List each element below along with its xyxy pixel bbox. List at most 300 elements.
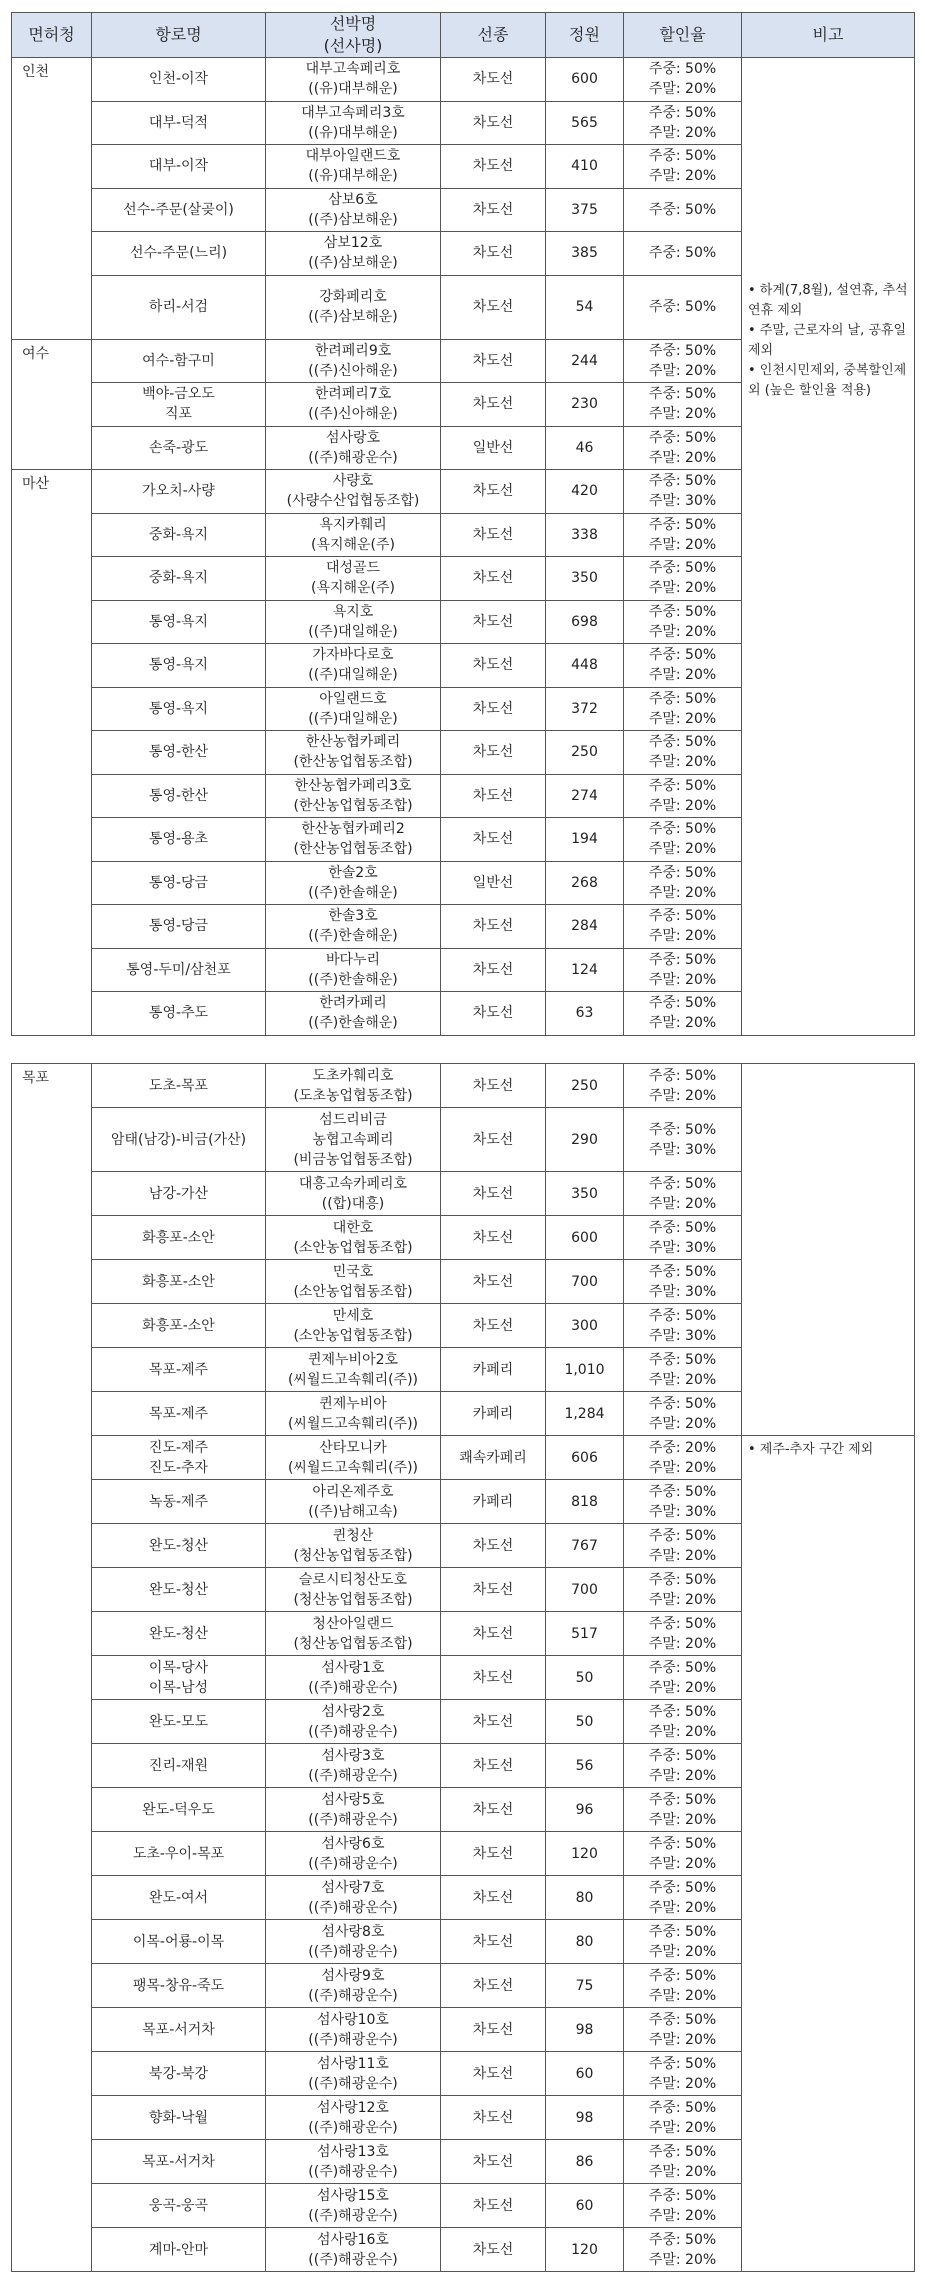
capacity-cell-line: 230 <box>571 396 598 413</box>
ship-type-cell <box>441 818 546 862</box>
discount-rate-cell <box>624 1304 742 1348</box>
discount-rate-cell-line: 주중: 50% <box>648 148 717 165</box>
capacity-cell <box>546 687 624 731</box>
route-cell <box>92 1260 266 1304</box>
route-cell-line: 목포-제주 <box>148 1361 209 1378</box>
ship-cell <box>266 2052 441 2096</box>
discount-rate-cell-line: 주말: 20% <box>648 1987 717 2004</box>
route-cell <box>92 1876 266 1920</box>
ship-cell <box>266 1436 441 1480</box>
ship-cell <box>266 644 441 688</box>
discount-rate-cell-line: 주말: 30% <box>648 1503 717 1520</box>
discount-rate-cell <box>624 1612 742 1656</box>
discount-rate-cell-line: 주중: 50% <box>648 201 717 218</box>
ship-cell <box>266 1964 441 2008</box>
capacity-cell <box>546 339 624 383</box>
discount-rate-cell-line: 주말: 20% <box>648 1459 717 1476</box>
route-cell <box>92 58 266 102</box>
note-line: • 인천시민제외, 중복할인제외 (높은 할인율 적용) <box>748 363 907 399</box>
discount-rate-cell-line: 주말: 20% <box>648 536 717 553</box>
capacity-cell <box>546 905 624 949</box>
ship-cell <box>266 731 441 775</box>
ship-cell <box>266 2184 441 2228</box>
capacity-cell <box>546 948 624 992</box>
route-cell-line: 완도-청산 <box>148 1581 209 1598</box>
discount-rate-cell-line: 주중: 50% <box>648 2143 717 2160</box>
discount-rate-cell-line: 주중: 50% <box>648 429 717 446</box>
ship-cell-line: 한산농협카페리2 <box>301 821 405 838</box>
discount-rate-cell-line: 주중: 50% <box>648 1923 717 1940</box>
ship-cell-line: ((주)한솔해운) <box>308 1015 398 1032</box>
office-cell: 여수 <box>12 339 92 470</box>
ship-cell <box>266 383 441 427</box>
discount-rate-cell-line: 주말: 20% <box>648 2251 717 2268</box>
route-cell-line: 팽목-창유-죽도 <box>132 1977 225 1994</box>
discount-rate-cell-line: 주중: 50% <box>648 1571 717 1588</box>
ship-cell-line: 삼보12호 <box>323 235 383 252</box>
discount-rate-cell <box>624 1656 742 1700</box>
discount-rate-cell-line: 주말: 20% <box>648 2207 717 2224</box>
ship-type-cell-line: 차도선 <box>472 1669 514 1686</box>
discount-rate-cell <box>624 1108 742 1172</box>
capacity-cell <box>546 1392 624 1436</box>
capacity-cell-line: 375 <box>571 201 598 218</box>
ship-type-cell-line: 차도선 <box>472 352 514 369</box>
discount-rate-cell-line: 주말: 20% <box>648 971 717 988</box>
discount-rate-cell-line: 주중: 50% <box>648 1879 717 1896</box>
ship-type-cell <box>441 101 546 145</box>
capacity-cell <box>546 1436 624 1480</box>
discount-rate-cell-line: 주말: 20% <box>648 1723 717 1740</box>
ship-cell-line: 대성골드 <box>325 560 381 577</box>
ship-type-cell-line: 쾌속카페리 <box>459 1449 527 1466</box>
capacity-cell-line: 700 <box>571 1273 598 1290</box>
discount-rate-cell-line: 주중: 50% <box>648 245 717 262</box>
ship-cell-line: 퀸제누비아2호 <box>307 1351 399 1368</box>
ship-cell <box>266 992 441 1036</box>
capacity-cell <box>546 1304 624 1348</box>
discount-rate-cell-line: 주말: 20% <box>648 362 717 379</box>
capacity-cell <box>546 992 624 1036</box>
ship-cell <box>266 1480 441 1524</box>
discount-rate-cell-line: 주중: 50% <box>648 1615 717 1632</box>
ship-cell-line: (청산농업협동조합) <box>293 1635 413 1652</box>
capacity-cell-line: 268 <box>571 874 598 891</box>
ship-cell-line: 만세호 <box>332 1307 374 1324</box>
route-cell <box>92 818 266 862</box>
discount-rate-cell-line: 주중: 50% <box>648 2011 717 2028</box>
discount-rate-cell <box>624 1172 742 1216</box>
discount-rate-cell-line: 주중: 50% <box>648 821 717 838</box>
discount-rate-cell <box>624 470 742 514</box>
discount-rate-cell <box>624 818 742 862</box>
capacity-cell <box>546 188 624 232</box>
route-cell <box>92 145 266 189</box>
ship-cell-line: 섬사랑16호 <box>317 2231 389 2248</box>
ship-cell-line: ((주)해광운수) <box>308 2075 398 2092</box>
discount-rate-cell-line: 주말: 30% <box>648 493 717 510</box>
note-cell <box>742 1436 915 2272</box>
discount-rate-cell <box>624 1348 742 1392</box>
ship-type-cell-line: 차도선 <box>472 158 514 175</box>
route-cell-line: 이목-어룡-이목 <box>132 1933 225 1950</box>
discount-rate-cell-line: 주말: 30% <box>648 1327 717 1344</box>
route-cell-line: 목포-제주 <box>148 1405 209 1422</box>
capacity-cell <box>546 2008 624 2052</box>
discount-rate-cell-line: 주중: 50% <box>648 1263 717 1280</box>
ship-cell-line: 퀸청산 <box>332 1527 374 1544</box>
ship-cell-line: (비금농업협동조합) <box>293 1151 413 1168</box>
ship-cell-line: ((주)한솔해운) <box>308 884 398 901</box>
ship-cell-line: 섬사랑13호 <box>317 2143 389 2160</box>
discount-rate-cell-line: 주말: 20% <box>648 1195 717 1212</box>
ship-type-cell <box>441 861 546 905</box>
ship-type-cell <box>441 2184 546 2228</box>
capacity-cell-line: 120 <box>571 1845 598 1862</box>
route-cell-line: 이목-남성 <box>148 1679 209 1696</box>
discount-rate-cell <box>624 383 742 427</box>
ship-type-cell-line: 차도선 <box>472 744 514 761</box>
route-cell-line: 화흥포-소안 <box>142 1229 215 1246</box>
ship-cell <box>266 58 441 102</box>
ship-cell-line: 가자바다로호 <box>312 647 394 664</box>
discount-rate-cell-line: 주말: 20% <box>648 884 717 901</box>
ship-cell <box>266 1788 441 1832</box>
route-cell-line: 완도-청산 <box>148 1625 209 1642</box>
note-line: • 하계(7,8월), 설연휴, 추석연휴 제외 <box>748 283 908 319</box>
capacity-cell-line: 60 <box>575 2197 594 2214</box>
capacity-cell-line: 120 <box>571 2241 598 2258</box>
ship-type-cell <box>441 2008 546 2052</box>
ship-type-cell-line: 차도선 <box>472 570 514 587</box>
capacity-cell-line: 274 <box>571 787 598 804</box>
ship-type-cell <box>441 1304 546 1348</box>
ship-cell-line: (소안농업협동조합) <box>293 1283 413 1300</box>
ship-cell-line: 퀸제누비아 <box>319 1395 387 1412</box>
capacity-cell-line: 46 <box>575 439 594 456</box>
capacity-cell-line: 54 <box>575 299 594 315</box>
ship-cell <box>266 2096 441 2140</box>
ship-type-cell <box>441 1568 546 1612</box>
table-row <box>12 1064 915 1108</box>
ship-cell <box>266 1656 441 1700</box>
capacity-cell-line: 420 <box>571 483 598 500</box>
discount-rate-cell-line: 주말: 20% <box>648 81 717 98</box>
ship-type-cell-line: 차도선 <box>472 2241 514 2258</box>
table-row <box>12 1436 915 1480</box>
ship-cell-line: ((주)해광운수) <box>308 1855 398 1872</box>
ship-type-cell <box>441 774 546 818</box>
ship-type-cell-line: 차도선 <box>472 1933 514 1950</box>
capacity-cell <box>546 1480 624 1524</box>
discount-rate-cell <box>624 905 742 949</box>
header-capacity: 정원 <box>546 13 624 58</box>
discount-rate-cell-line: 주말: 20% <box>648 797 717 814</box>
ship-cell-line: 한산농협카페리3호 <box>294 777 412 794</box>
capacity-cell-line: 1,284 <box>564 1405 605 1422</box>
route-cell-line: 웅곡-웅곡 <box>148 2197 209 2214</box>
route-cell <box>92 1832 266 1876</box>
ship-cell-line: 청산아일랜드 <box>312 1615 394 1632</box>
ship-cell-line: 바다누리 <box>325 951 381 968</box>
ship-cell-line: (씨월드고속훼리(주)) <box>287 1415 419 1432</box>
capacity-cell-line: 565 <box>571 114 598 131</box>
capacity-cell <box>546 1876 624 1920</box>
discount-rate-cell-line: 주말: 20% <box>648 2119 717 2136</box>
capacity-cell <box>546 2228 624 2272</box>
route-cell <box>92 1480 266 1524</box>
discount-rate-cell-line: 주중: 50% <box>648 995 717 1012</box>
ship-type-cell-line: 차도선 <box>472 2021 514 2038</box>
discount-rate-cell <box>624 2184 742 2228</box>
discount-rate-cell-line: 주중: 50% <box>648 734 717 751</box>
ship-type-cell <box>441 1920 546 1964</box>
ship-cell <box>266 1744 441 1788</box>
discount-rate-cell <box>624 1568 742 1612</box>
ship-cell <box>266 275 441 339</box>
ship-type-cell <box>441 1348 546 1392</box>
capacity-cell-line: 448 <box>571 657 598 674</box>
capacity-cell <box>546 1920 624 1964</box>
ship-cell-line: (청산농업협동조합) <box>293 1547 413 1564</box>
route-cell <box>92 1108 266 1172</box>
route-cell <box>92 1788 266 1832</box>
discount-rate-cell <box>624 600 742 644</box>
ship-cell-line: ((주)한솔해운) <box>308 971 398 988</box>
capacity-cell-line: 290 <box>571 1131 598 1148</box>
route-cell <box>92 1612 266 1656</box>
capacity-cell <box>546 1524 624 1568</box>
discount-rate-cell-line: 주말: 20% <box>648 168 717 185</box>
route-cell-line: 완도-청산 <box>148 1537 209 1554</box>
discount-rate-cell-line: 주말: 20% <box>648 449 717 466</box>
capacity-cell-line: 1,010 <box>564 1361 605 1378</box>
ship-type-cell-line: 차도선 <box>472 114 514 131</box>
ship-cell-line: ((주)해광운수) <box>308 2163 398 2180</box>
ship-cell-line: 섬사랑15호 <box>317 2187 389 2204</box>
route-cell-line: 통영-욕지 <box>148 700 209 717</box>
capacity-cell-line: 250 <box>571 744 598 761</box>
office-cell: 마산 <box>12 470 92 1036</box>
discount-rate-cell <box>624 339 742 383</box>
capacity-cell-line: 60 <box>575 2065 594 2082</box>
route-cell <box>92 905 266 949</box>
ship-cell-line: 한려페리9호 <box>314 342 392 359</box>
capacity-cell-line: 385 <box>571 245 598 262</box>
route-cell-line: 북강-북강 <box>148 2065 209 2082</box>
ship-cell-line: ((주)해광운수) <box>308 1723 398 1740</box>
discount-rate-cell <box>624 948 742 992</box>
ship-cell-line: 한솔2호 <box>328 864 378 881</box>
header-rate: 할인율 <box>624 13 742 58</box>
ship-type-cell-line: 차도선 <box>472 1077 514 1094</box>
ship-type-cell <box>441 145 546 189</box>
ship-type-cell <box>441 644 546 688</box>
ship-type-cell-line: 차도선 <box>472 1273 514 1290</box>
ship-type-cell-line: 차도선 <box>472 1317 514 1334</box>
capacity-cell <box>546 861 624 905</box>
capacity-cell-line: 244 <box>571 352 598 369</box>
discount-rate-cell <box>624 1524 742 1568</box>
ship-cell-line: 섬사랑5호 <box>321 1791 385 1808</box>
ship-type-cell-line: 차도선 <box>472 961 514 978</box>
ship-cell <box>266 426 441 470</box>
ship-cell-line: ((주)대일해운) <box>308 710 398 727</box>
route-cell-line: 암태(남강)-비금(가산) <box>110 1131 247 1148</box>
ship-type-cell-line: 차도선 <box>472 657 514 674</box>
route-cell <box>92 2096 266 2140</box>
discount-rate-cell-line: 주말: 20% <box>648 124 717 141</box>
route-cell <box>92 1964 266 2008</box>
discount-rate-cell-line: 주중: 50% <box>648 1307 717 1324</box>
ship-cell-line: 섬사랑11호 <box>317 2055 389 2072</box>
capacity-cell-line: 194 <box>571 831 598 848</box>
route-cell <box>92 232 266 276</box>
ship-cell-line: ((주)해광운수) <box>308 449 398 466</box>
office-cell: 목포 <box>12 1064 92 2272</box>
route-cell <box>92 383 266 427</box>
capacity-cell-line: 63 <box>575 1005 594 1022</box>
discount-rate-cell <box>624 2140 742 2184</box>
capacity-cell <box>546 557 624 601</box>
ferry-discount-table-1 <box>11 12 915 1036</box>
ship-cell-line: 한려카페리 <box>319 995 387 1012</box>
discount-rate-cell <box>624 731 742 775</box>
ship-type-cell <box>441 1700 546 1744</box>
capacity-cell-line: 98 <box>575 2109 594 2126</box>
ship-cell <box>266 1524 441 1568</box>
discount-rate-cell-line: 주중: 50% <box>648 1659 717 1676</box>
route-cell-line: 여수-함구미 <box>142 352 215 369</box>
capacity-cell <box>546 101 624 145</box>
ship-type-cell-line: 차도선 <box>472 71 514 88</box>
ship-type-cell <box>441 557 546 601</box>
ship-type-cell-line: 카페리 <box>472 1493 514 1510</box>
note-line: • 제주-추자 구간 제외 <box>748 1442 874 1457</box>
discount-rate-cell <box>624 1436 742 1480</box>
ship-cell-line: ((주)해광운수) <box>308 1899 398 1916</box>
discount-rate-cell <box>624 188 742 232</box>
ship-cell-line: 섬사랑7호 <box>321 1879 385 1896</box>
ship-cell <box>266 1920 441 1964</box>
route-cell <box>92 1524 266 1568</box>
capacity-cell-line: 350 <box>571 570 598 587</box>
ship-type-cell-line: 차도선 <box>472 1229 514 1246</box>
ship-type-cell-line: 차도선 <box>472 2109 514 2126</box>
capacity-cell <box>546 1172 624 1216</box>
discount-rate-cell <box>624 58 742 102</box>
capacity-cell <box>546 1064 624 1108</box>
route-cell-line: 화흥포-소안 <box>142 1273 215 1290</box>
discount-rate-cell-line: 주중: 50% <box>648 2187 717 2204</box>
ship-cell <box>266 1612 441 1656</box>
capacity-cell-line: 50 <box>575 1713 594 1730</box>
ship-cell-line: 사량호 <box>332 473 374 490</box>
route-cell <box>92 188 266 232</box>
route-cell <box>92 644 266 688</box>
discount-rate-cell-line: 주중: 50% <box>648 1067 717 1084</box>
ship-cell-line: ((주)대일해운) <box>308 623 398 640</box>
discount-rate-cell-line: 주말: 20% <box>648 1855 717 1872</box>
discount-rate-cell-line: 주중: 50% <box>648 951 717 968</box>
discount-rate-cell-line: 주중: 50% <box>648 1703 717 1720</box>
discount-rate-cell-line: 주중: 50% <box>648 864 717 881</box>
ship-cell <box>266 188 441 232</box>
ship-cell-line: 한려페리7호 <box>314 386 392 403</box>
route-cell <box>92 1348 266 1392</box>
ship-cell <box>266 1064 441 1108</box>
discount-rate-cell-line: 주중: 50% <box>648 1835 717 1852</box>
discount-rate-cell-line: 주중: 50% <box>648 1747 717 1764</box>
ship-type-cell <box>441 1656 546 1700</box>
note-line: • 주말, 근로자의 날, 공휴일 제외 <box>748 323 907 359</box>
discount-rate-cell <box>624 1832 742 1876</box>
discount-rate-cell-line: 주중: 50% <box>648 342 717 359</box>
route-cell-line: 완도-모도 <box>148 1713 209 1730</box>
capacity-cell <box>546 1612 624 1656</box>
discount-rate-cell-line: 주중: 50% <box>648 104 717 121</box>
ship-cell <box>266 2008 441 2052</box>
ship-type-cell-line: 차도선 <box>472 700 514 717</box>
route-cell-line: 손죽-광도 <box>148 439 209 456</box>
ship-type-cell-line: 차도선 <box>472 526 514 543</box>
discount-rate-cell-line: 주중: 50% <box>648 1967 717 1984</box>
ship-cell-line: ((주)대일해운) <box>308 667 398 684</box>
ship-type-cell <box>441 339 546 383</box>
ship-type-cell <box>441 1612 546 1656</box>
note-cell-empty <box>742 1064 915 1436</box>
route-cell <box>92 992 266 1036</box>
discount-rate-cell-line: 주말: 20% <box>648 1087 717 1104</box>
ship-cell-line: 섬사랑호 <box>325 429 381 446</box>
capacity-cell <box>546 1108 624 1172</box>
discount-rate-cell-line: 주말: 20% <box>648 1371 717 1388</box>
route-cell-line: 이목-당사 <box>148 1659 209 1676</box>
ship-cell <box>266 1700 441 1744</box>
discount-rate-cell-line: 주말: 20% <box>648 754 717 771</box>
ship-cell-line: 섬사랑10호 <box>317 2011 389 2028</box>
ship-type-cell-line: 차도선 <box>472 1131 514 1148</box>
discount-rate-cell <box>624 1392 742 1436</box>
route-cell-line: 향화-낙월 <box>148 2109 209 2126</box>
route-cell <box>92 2052 266 2096</box>
ship-cell-line: ((유)대부해운) <box>308 124 398 141</box>
route-cell <box>92 948 266 992</box>
route-cell <box>92 339 266 383</box>
capacity-cell-line: 818 <box>571 1493 598 1510</box>
route-cell-line: 진도-제주 <box>148 1439 209 1456</box>
discount-rate-cell <box>624 1876 742 1920</box>
ship-cell <box>266 470 441 514</box>
ship-type-cell-line: 차도선 <box>472 201 514 218</box>
discount-rate-cell-line: 주말: 20% <box>648 1415 717 1432</box>
discount-rate-cell-line: 주말: 20% <box>648 2163 717 2180</box>
capacity-cell <box>546 774 624 818</box>
discount-rate-cell-line: 주중: 50% <box>648 647 717 664</box>
discount-rate-cell-line: 주말: 20% <box>648 1767 717 1784</box>
ship-cell-line: 욕지카훼리 <box>319 516 387 533</box>
route-cell <box>92 731 266 775</box>
ship-cell-line: 산타모니카 <box>319 1439 387 1456</box>
ship-type-cell-line: 차도선 <box>472 1005 514 1022</box>
discount-rate-cell-line: 주말: 20% <box>648 841 717 858</box>
ship-cell-line: 대흥고속카페리호 <box>298 1175 408 1192</box>
ship-type-cell <box>441 2228 546 2272</box>
capacity-cell <box>546 383 624 427</box>
discount-rate-cell-line: 주말: 20% <box>648 1811 717 1828</box>
capacity-cell <box>546 1788 624 1832</box>
capacity-cell <box>546 145 624 189</box>
